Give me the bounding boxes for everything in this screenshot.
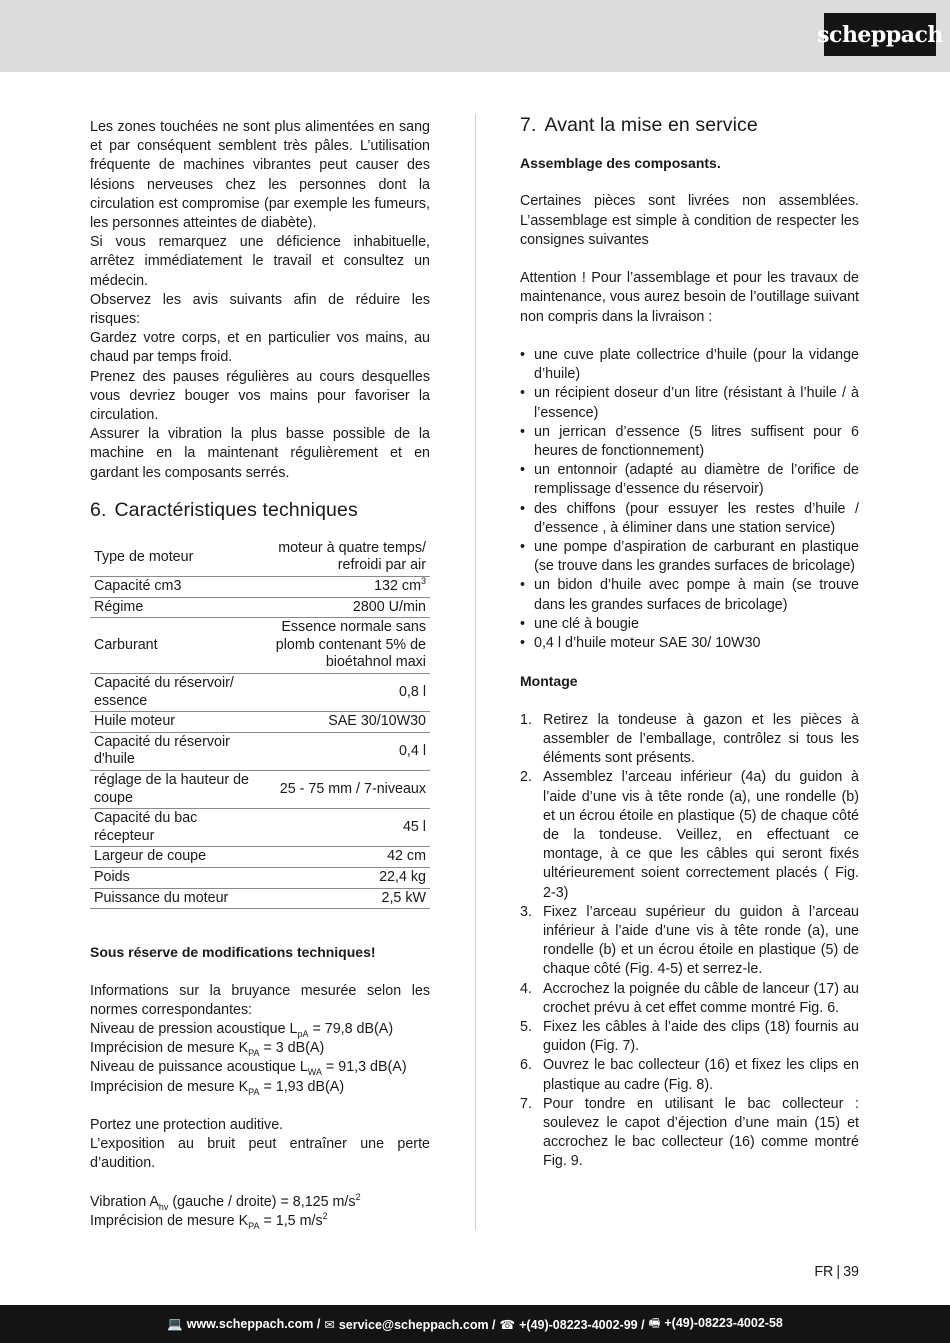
step-text: Accrochez la poignée du câble de lanceur (17) au crochet prévu à cet effet comme montré Fig. 6. bbox=[543, 980, 859, 1016]
step-number: 7. bbox=[520, 1095, 532, 1112]
tool-item: • un jerrican d’essence (5 litres suffisent pour 6 heures de fonctionnement) bbox=[520, 423, 859, 461]
intro-paragraph: Si vous remarquez une déficience inhabituelle, arrêtez immédiatement le travail et consultez un médecin. bbox=[90, 234, 430, 289]
spec-label: Puissance du moteur bbox=[90, 888, 258, 909]
intro-paragraph: Assurer la vibration la plus basse possible de la machine en la maintenant régulièrement et en gardant les composants serrés. bbox=[90, 426, 430, 481]
spec-row bbox=[90, 867, 430, 888]
tool-item: • 0,4 l d’huile moteur SAE 30/ 10W30 bbox=[520, 634, 859, 653]
tool-item: • une pompe d’aspiration de carburant en plastique (se trouve dans les grandes surfaces de bricolage) bbox=[520, 538, 859, 576]
tool-item: • un récipient doseur d’un litre (résistant à l’huile / à l’essence) bbox=[520, 384, 859, 422]
column-divider bbox=[475, 114, 476, 1230]
montage-step bbox=[520, 1095, 859, 1172]
noise-line: Imprécision de mesure $K_{PA} = 1,93$ dB(A) bbox=[90, 1078, 345, 1097]
montage-step bbox=[520, 711, 859, 769]
noise-line: Imprécision de mesure $K_{PA} = 3$ dB(A) bbox=[90, 1040, 325, 1058]
step-text: Fixez les câbles à l’aide des clips (18) fournis au guidon (Fig. 7). bbox=[543, 1019, 859, 1055]
step-text: Ouvrez le bac collecteur (16) et fixez les clips en plastique au cadre (Fig. 8). bbox=[543, 1057, 859, 1093]
spec-label: Huile moteur bbox=[90, 712, 258, 733]
right-column bbox=[520, 114, 859, 1172]
spec-label: réglage de la hauteur de coupe bbox=[90, 770, 258, 808]
mail-icon: ✉ bbox=[324, 1317, 335, 1332]
spec-label: Régime bbox=[90, 597, 258, 618]
spec-value: 22,4 kg bbox=[258, 867, 430, 888]
spec-row bbox=[90, 674, 430, 712]
phone-icon: ☎ bbox=[499, 1317, 516, 1332]
spec-row bbox=[90, 732, 430, 770]
attention-text: Attention ! Pour l’assemblage et pour les travaux de maintenance, vous aurez besoin de l’outillage suivant non compris dans la livraison : bbox=[520, 270, 859, 325]
footer-fax: 🖷 +(49)-08223-4002-58 bbox=[648, 1315, 783, 1330]
spec-value: 25 - 75 mm / 7-niveaux bbox=[258, 770, 430, 808]
footer-bar bbox=[0, 1305, 950, 1343]
step-number: 5. bbox=[520, 1019, 532, 1036]
intro-paragraph: Gardez votre corps, et en particulier vos mains, au chaud par temps froid. bbox=[90, 330, 430, 366]
reserve-note: Sous réserve de modifications techniques! bbox=[90, 944, 376, 961]
vibration-uncertainty-line: Imprécision de mesure $K_{PA} = 1,5$ $m/s^2$ bbox=[90, 1211, 328, 1231]
intro-paragraph: Prenez des pauses régulières au cours desquelles vous devriez bouger vos mains pour favoriser la circulation. bbox=[90, 368, 430, 424]
footer-web[interactable]: 💻 www.scheppach.com / bbox=[167, 1316, 321, 1331]
protection-note: Portez une protection auditive. bbox=[90, 1116, 284, 1133]
spec-label: Capacité du réservoir/ essence bbox=[90, 674, 258, 712]
spec-label: Capacité cm3 bbox=[90, 577, 258, 598]
spec-value: moteur à quatre temps/ refroidi par air bbox=[258, 539, 430, 577]
header-bar bbox=[0, 0, 950, 72]
montage-step bbox=[520, 1018, 859, 1056]
spec-row bbox=[90, 847, 430, 868]
spec-value: 2800 U/min bbox=[258, 597, 430, 618]
left-column bbox=[90, 118, 430, 1231]
step-number: 3. bbox=[520, 903, 532, 920]
spec-label: Carburant bbox=[90, 618, 258, 674]
spec-label: Capacité du réservoir d'huile bbox=[90, 732, 258, 770]
spec-label: Largeur de coupe bbox=[90, 847, 258, 868]
spec-value: 2,5 kW bbox=[258, 888, 430, 909]
spec-label: Type de moteur bbox=[90, 539, 258, 577]
vibration-line: Vibration $A_{hv}$ (gauche / droite) = 8,125 $m/s^2$ bbox=[90, 1191, 361, 1212]
spec-row bbox=[90, 888, 430, 909]
spec-value: 0,4 l bbox=[258, 732, 430, 770]
montage-heading: Montage bbox=[520, 673, 578, 690]
tool-item: • une clé à bougie bbox=[520, 615, 859, 634]
scheppach-logo: scheppach bbox=[824, 13, 936, 56]
step-number: 2. bbox=[520, 769, 532, 786]
tool-item: • un bidon d’huile avec pompe à main (se trouve dans les grandes surfaces de bricolage) bbox=[520, 576, 859, 614]
spec-table bbox=[90, 539, 430, 909]
step-text: Retirez la tondeuse à gazon et les pièces à assembler de l’emballage, contrôlez si tous les éléments sont présents. bbox=[543, 711, 859, 767]
intro-paragraph: Les zones touchées ne sont plus alimentées en sang et par conséquent semblent très pâles. L’utilisation fréquente de machines vibrantes peut causer des lésions nerveuses chez les personnes dont la circulation est compromise (par exemple les fumeurs, les personnes atteintes de diabète). bbox=[90, 119, 430, 232]
step-text: Assemblez l’arceau inférieur (4a) du guidon à l’aide d’une vis à tête ronde (a), une rondelle (b) et un écrou étoile en plastique (5) de chaque côté de la tondeuse. Veillez, en effectuant ce montage, à ce que les câbles qui seront fixés ultérieurement soient correctement placés ( Fig. 2-3) bbox=[543, 769, 859, 901]
noise-line: Niveau de pression acoustique $L_{pA} = 79,8$ dB(A) bbox=[90, 1020, 394, 1039]
spec-row bbox=[90, 539, 430, 577]
section-6-heading: 6. Caractéristiques techniques bbox=[90, 498, 358, 521]
spec-row bbox=[90, 577, 430, 598]
tool-item: • un entonnoir (adapté au diamètre de l’orifice de remplissage d’essence du réservoir) bbox=[520, 461, 859, 499]
step-number: 4. bbox=[520, 980, 532, 997]
spec-value: 132 $cm^3$ bbox=[258, 577, 430, 598]
spec-label: Poids bbox=[90, 867, 258, 888]
montage-steps bbox=[520, 711, 859, 1172]
intro-paragraph: Observez les avis suivants afin de réduire les risques: bbox=[90, 291, 430, 328]
step-number: 1. bbox=[520, 711, 532, 728]
step-number: 6. bbox=[520, 1057, 532, 1074]
spec-value: Essence normale sans plomb contenant 5% de bioétahnol maxi bbox=[258, 618, 430, 674]
spec-row bbox=[90, 770, 430, 808]
page-number: FR | 39 bbox=[814, 1264, 859, 1280]
spec-row bbox=[90, 618, 430, 674]
spec-row bbox=[90, 712, 430, 733]
exposure-note: L’exposition au bruit peut entraîner une perte d’audition. bbox=[90, 1136, 430, 1172]
spec-label: Capacité du bac récepteur bbox=[90, 809, 258, 847]
spec-value: SAE 30/10W30 bbox=[258, 712, 430, 733]
assembly-text: Certaines pièces sont livrées non assemblées. L’assemblage est simple à condition de respecter les consignes suivantes bbox=[520, 193, 859, 248]
spec-value: 42 cm bbox=[258, 847, 430, 868]
section-7-heading: 7. Avant la mise en service bbox=[520, 114, 758, 136]
montage-step bbox=[520, 1056, 859, 1094]
noise-line: Niveau de puissance acoustique $L_{WA} = 91,3$ dB(A) bbox=[90, 1059, 407, 1078]
spec-value: 0,8 l bbox=[258, 674, 430, 712]
noise-intro: Informations sur la bruyance mesurée selon les normes correspondantes: bbox=[90, 982, 430, 1018]
tools-list bbox=[520, 346, 859, 653]
spec-row bbox=[90, 809, 430, 847]
montage-step bbox=[520, 903, 859, 980]
montage-step bbox=[520, 980, 859, 1018]
spec-value: 45 l bbox=[258, 809, 430, 847]
step-text: Pour tondre en utilisant le bac collecteur : soulevez le capot d’éjection d’une main (15) et accrochez le bac collecteur (16) comme montré Fig. 9. bbox=[543, 1095, 859, 1170]
computer-icon: 💻 bbox=[167, 1316, 183, 1331]
tool-item: • une cuve plate collectrice d’huile (pour la vidange d’huile) bbox=[520, 346, 859, 384]
tool-item: • des chiffons (pour essuyer les restes d’huile / d’essence , à éliminer dans une station service) bbox=[520, 500, 859, 538]
montage-step bbox=[520, 768, 859, 902]
assembly-heading: Assemblage des composants. bbox=[520, 155, 721, 171]
spec-row bbox=[90, 597, 430, 618]
footer-phone: ☎ +(49)-08223-4002-99 / bbox=[499, 1317, 645, 1332]
footer-mail[interactable]: ✉ service@scheppach.com / bbox=[324, 1317, 496, 1332]
fax-icon: 🖷 bbox=[648, 1315, 661, 1330]
step-text: Fixez l’arceau supérieur du guidon à l’arceau inférieur à l’aide d’une vis à tête ronde (a), une rondelle (b) et un écrou étoile en plastique (5) de chaque côté (Fig. 4-5) et serrez-le. bbox=[543, 903, 859, 978]
